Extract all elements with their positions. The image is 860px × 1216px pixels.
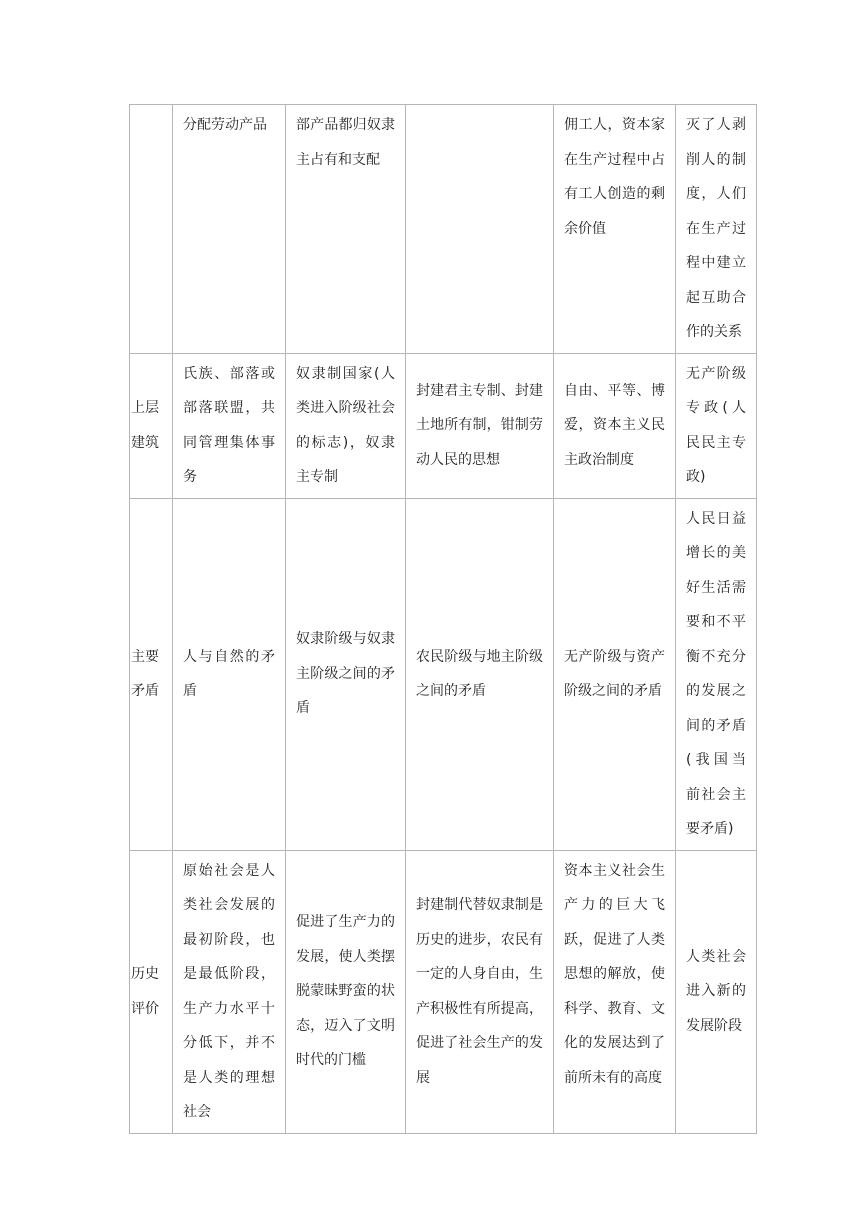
table-cell-slave: 奴隶制国家(人类进入阶级社会的标志)，奴隶主专制 bbox=[286, 353, 406, 498]
row-header: 上层建筑 bbox=[130, 353, 173, 498]
table-cell-capitalist: 无产阶级与资产阶级之间的矛盾 bbox=[554, 498, 676, 850]
table-cell-primitive: 人与自然的矛盾 bbox=[173, 498, 286, 850]
table-cell-socialist: 人民日益增长的美好生活需要和不平衡不充分的发展之间的矛盾(我国当前社会主要矛盾) bbox=[676, 498, 757, 850]
row-header bbox=[130, 105, 173, 354]
row-header: 历史评价 bbox=[130, 850, 173, 1133]
table-cell-capitalist: 资本主义社会生产力的巨大飞跃，促进了人类思想的解放，使科学、教育、文化的发展达到了前所未有的高度 bbox=[554, 850, 676, 1133]
row-header: 主要矛盾 bbox=[130, 498, 173, 850]
table-cell-slave: 部产品都归奴隶主占有和支配 bbox=[286, 105, 406, 354]
table-cell-primitive: 原始社会是人类社会发展的最初阶段，也是最低阶段，生产力水平十分低下，并不是人类的理想社会 bbox=[173, 850, 286, 1133]
table-cell-feudal: 封建君主专制、封建土地所有制，钳制劳动人民的思想 bbox=[406, 353, 554, 498]
table-cell-primitive: 分配劳动产品 bbox=[173, 105, 286, 354]
table-cell-socialist: 人类社会进入新的发展阶段 bbox=[676, 850, 757, 1133]
table-row-historical-evaluation bbox=[130, 850, 757, 1133]
table-row-superstructure bbox=[130, 353, 757, 498]
table-row-production-relations-cont bbox=[130, 105, 757, 354]
table-cell-socialist: 灭了人剥削人的制度，人们在生产过程中建立起互助合作的关系 bbox=[676, 105, 757, 354]
table-cell-socialist: 无产阶级专政(人民民主专政) bbox=[676, 353, 757, 498]
table-cell-slave: 促进了生产力的发展，使人类摆脱蒙昧野蛮的状态，迈入了文明时代的门槛 bbox=[286, 850, 406, 1133]
table-cell-capitalist: 自由、平等、博爱，资本主义民主政治制度 bbox=[554, 353, 676, 498]
table-cell-slave: 奴隶阶级与奴隶主阶级之间的矛盾 bbox=[286, 498, 406, 850]
table-cell-feudal bbox=[406, 105, 554, 354]
table-row-main-contradiction bbox=[130, 498, 757, 850]
table-cell-capitalist: 佣工人，资本家在生产过程中占有工人创造的剩余价值 bbox=[554, 105, 676, 354]
table-cell-feudal: 农民阶级与地主阶级之间的矛盾 bbox=[406, 498, 554, 850]
comparison-table bbox=[129, 104, 757, 1134]
table-cell-primitive: 氏族、部落或部落联盟，共同管理集体事务 bbox=[173, 353, 286, 498]
table-cell-feudal: 封建制代替奴隶制是历史的进步，农民有一定的人身自由，生产积极性有所提高，促进了社会生产的发展 bbox=[406, 850, 554, 1133]
